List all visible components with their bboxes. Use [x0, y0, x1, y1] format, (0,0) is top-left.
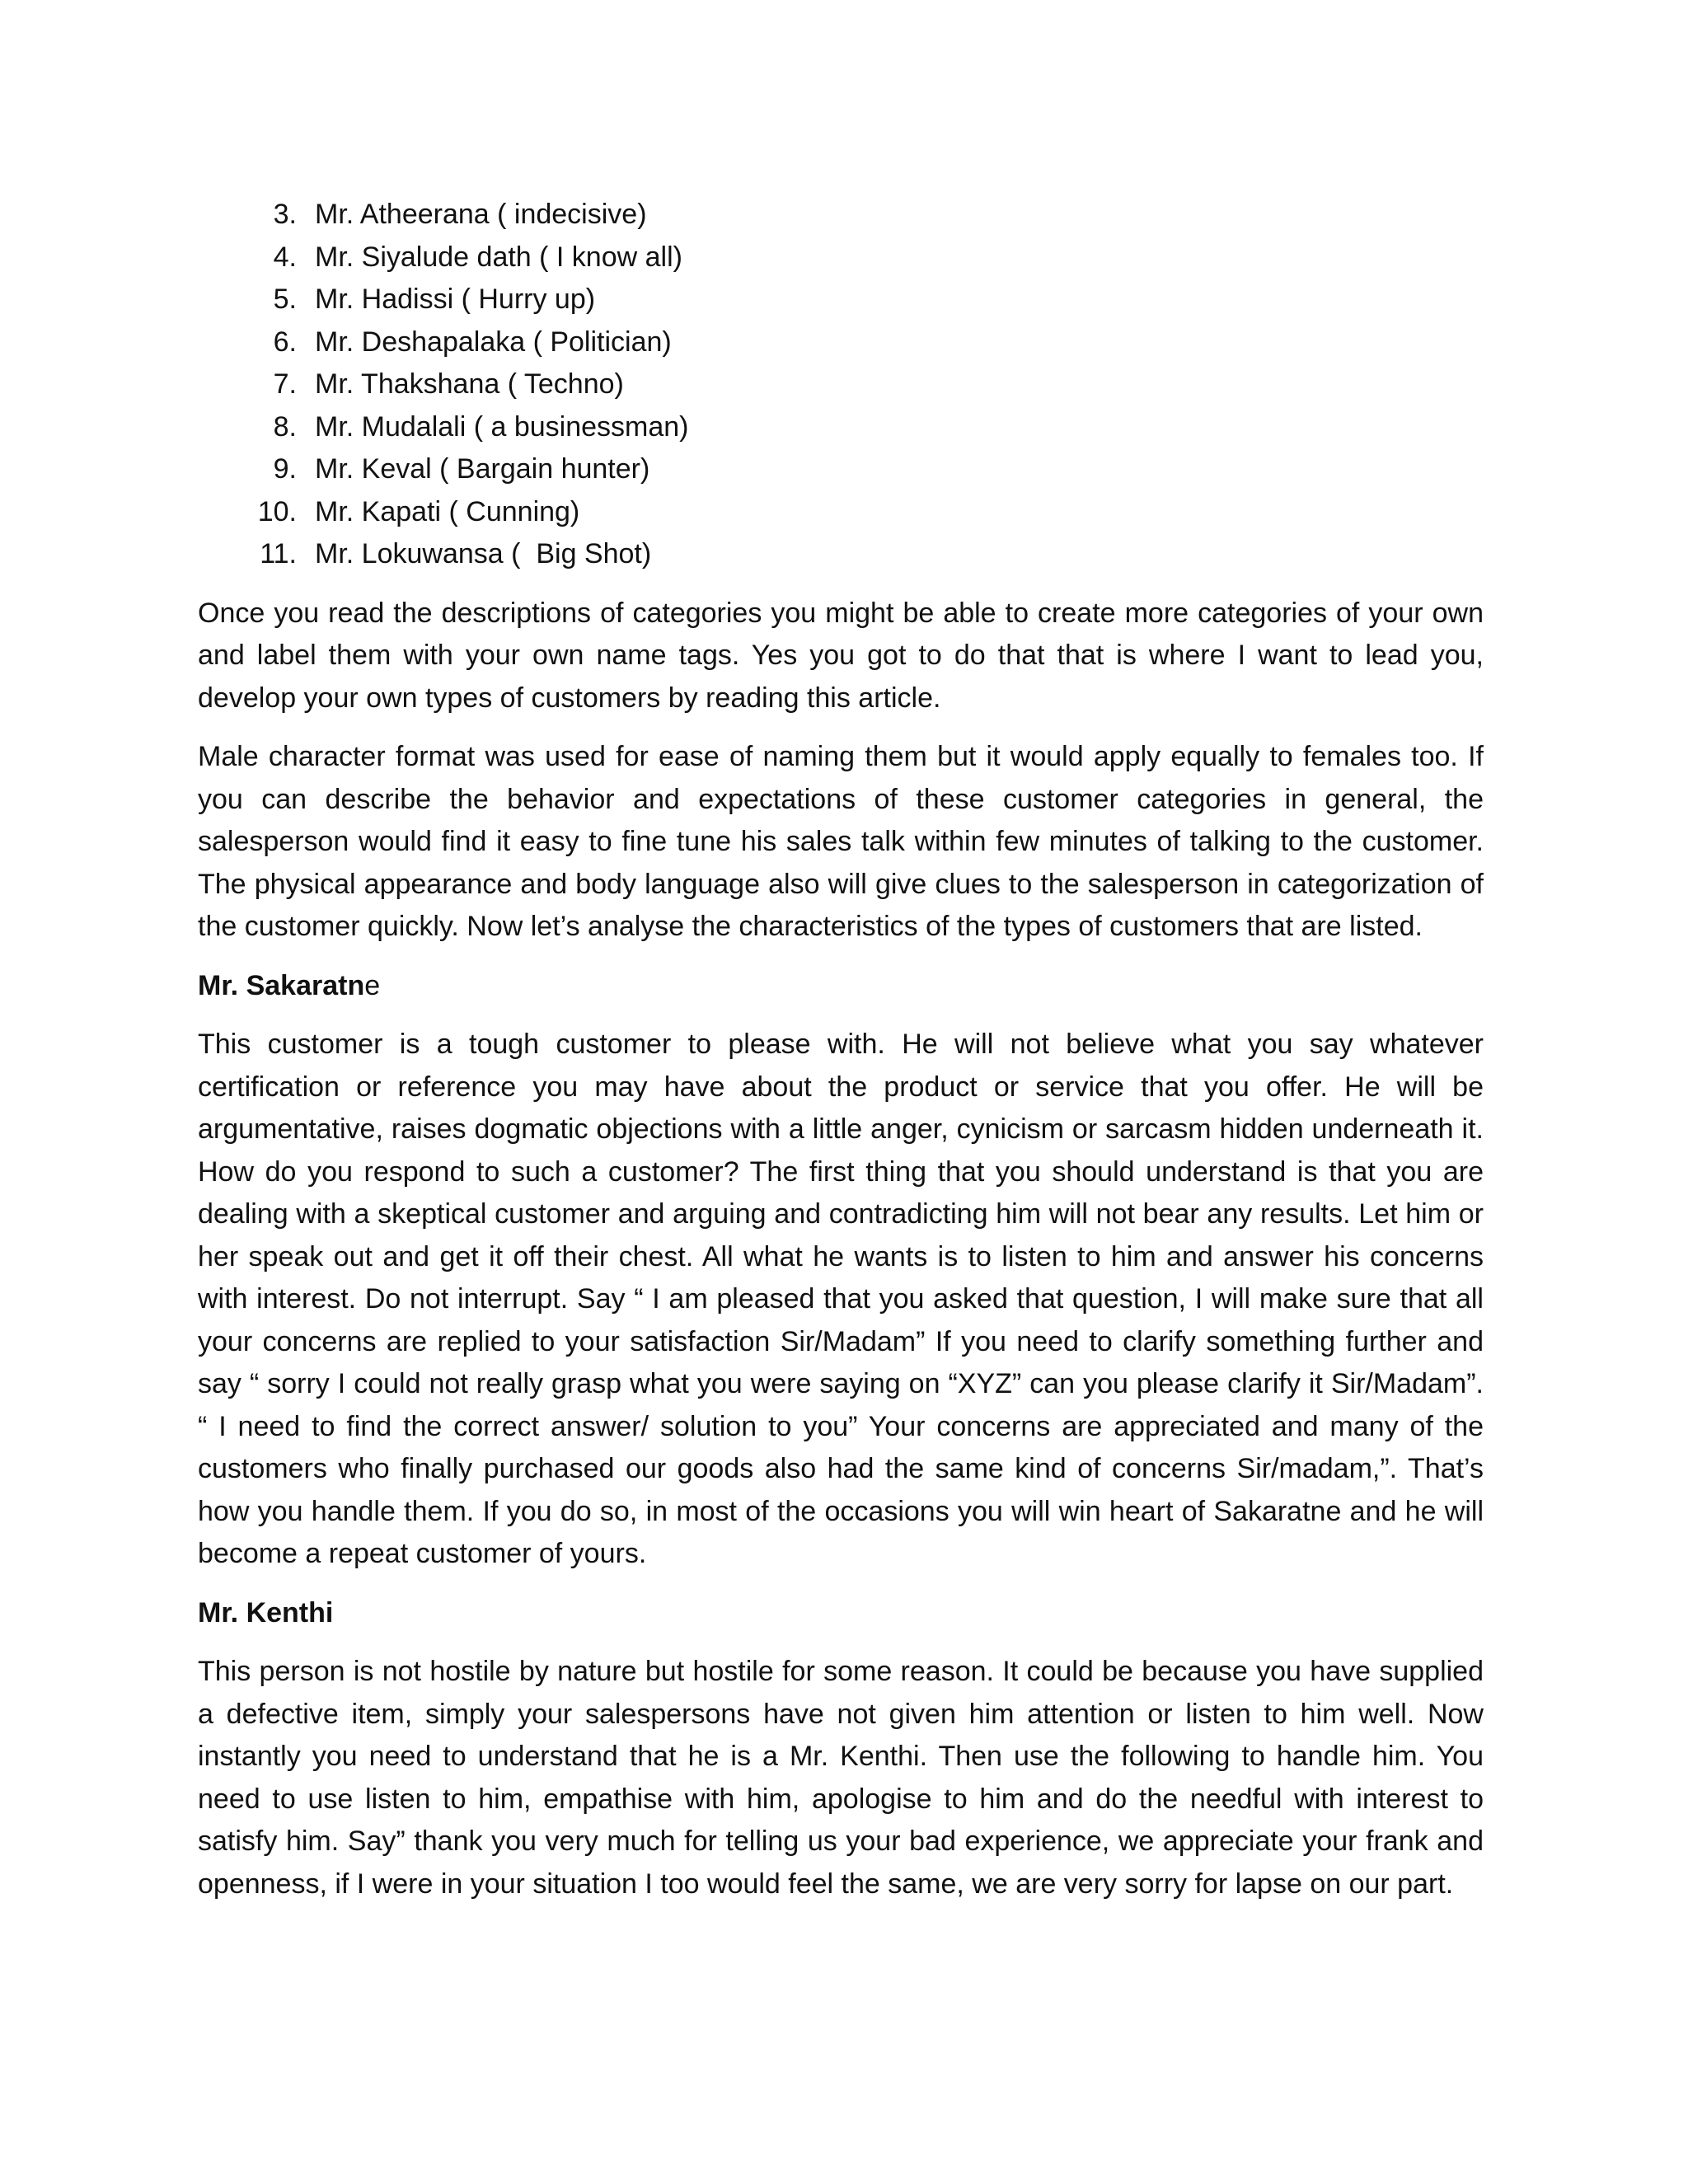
- list-number: 7.: [273, 368, 297, 400]
- list-item: [198, 321, 1484, 364]
- heading-mr-kenthi: Mr. Kenthi: [198, 1596, 334, 1629]
- intro-paragraph: Once you read the descriptions of categories you might be able to create more categories of your own and label them with your own name tags. Yes you got to do that that is where I want to lead you, develop your own types of customers by reading this article.: [198, 597, 1484, 714]
- heading-tail-part: e: [364, 969, 381, 1001]
- customer-type-list: [198, 194, 1484, 576]
- list-number: 8.: [273, 410, 297, 443]
- heading-mr-sakaratne: [198, 965, 1484, 1008]
- list-item: [198, 237, 1484, 279]
- list-text: Mr. Hadissi ( Hurry up): [315, 284, 596, 315]
- list-item: [198, 491, 1484, 534]
- list-number: 11.: [260, 538, 297, 569]
- list-item: [198, 406, 1484, 449]
- list-item: [198, 363, 1484, 406]
- list-text: Mr. Lokuwansa ( Big Shot): [315, 538, 652, 569]
- list-number: 10.: [257, 495, 297, 527]
- list-text: Mr. Deshapalaka ( Politician): [315, 326, 672, 358]
- list-text: Mr. Keval ( Bargain hunter): [315, 453, 650, 485]
- list-number: 3.: [273, 199, 297, 230]
- list-number: 4.: [273, 241, 297, 273]
- list-item: [198, 279, 1484, 321]
- male-format-paragraph: Male character format was used for ease of naming them but it would apply equally to females too. If you can describe the behavior and expectations of these customer categories in general, the salesperson would find it easy to fine tune his sales talk within few minutes of talking to the customer. The physical appearance and body language also will give clues to the salesperson in categorization of the customer quickly. Now let’s analyse the characteristics of the types of customers that are listed.: [198, 741, 1484, 942]
- list-number: 9.: [273, 453, 297, 485]
- list-text: Mr. Kapati ( Cunning): [315, 495, 580, 527]
- page-content: [198, 194, 1484, 1922]
- list-text: Mr. Atheerana ( indecisive): [315, 199, 647, 230]
- list-item: [198, 533, 1484, 576]
- list-text: Mr. Mudalali ( a businessman): [315, 410, 689, 443]
- list-item: [198, 448, 1484, 491]
- heading-bold-part: Mr. Sakaratn: [198, 969, 365, 1001]
- list-item: [198, 194, 1484, 237]
- list-text: Mr. Thakshana ( Techno): [315, 368, 624, 400]
- list-number: 6.: [273, 326, 297, 358]
- list-text: Mr. Siyalude dath ( I know all): [315, 241, 682, 273]
- list-number: 5.: [273, 284, 297, 315]
- sakaratne-paragraph: This customer is a tough customer to please with. He will not believe what you say whatever certification or reference you may have about the product or service that you offer. He will be argumentative, raises dogmatic objections with a little anger, cynicism or sarcasm hidden underneath it. How do you respond to such a customer? The first thing that you should understand is that you are dealing with a skeptical customer and arguing and contradicting him will not bear any results. Let him or her speak out and get it off their chest. All what he wants is to listen to him and answer his concerns with interest. Do not interrupt. Say “ I am pleased that you asked that question, I will make sure that all your concerns are replied to your satisfaction Sir/Madam” If you need to clarify something further and say “ sorry I could not really grasp what you were saying on “XYZ” can you please clarify it Sir/Madam”. “ I need to find the correct answer/ solution to you” Your concerns are appreciated and many of the customers who finally purchased our goods also had the same kind of concerns Sir/madam,”. That’s how you handle them. If you do so, in most of the occasions you will win heart of Sakaratne and he will become a repeat customer of yours.: [198, 1029, 1484, 1569]
- kenthi-paragraph: This person is not hostile by nature but hostile for some reason. It could be because you have supplied a defective item, simply your salespersons have not given him attention or listen to him well. Now instantly you need to understand that he is a Mr. Kenthi. Then use the following to handle him. You need to use listen to him, empathise with him, apologise to him and do the needful with interest to satisfy him. Say” thank you very much for telling us your bad experience, we appreciate your frank and openness, if I were in your situation I too would feel the same, we are very sorry for lapse on our part.: [198, 1656, 1484, 1900]
